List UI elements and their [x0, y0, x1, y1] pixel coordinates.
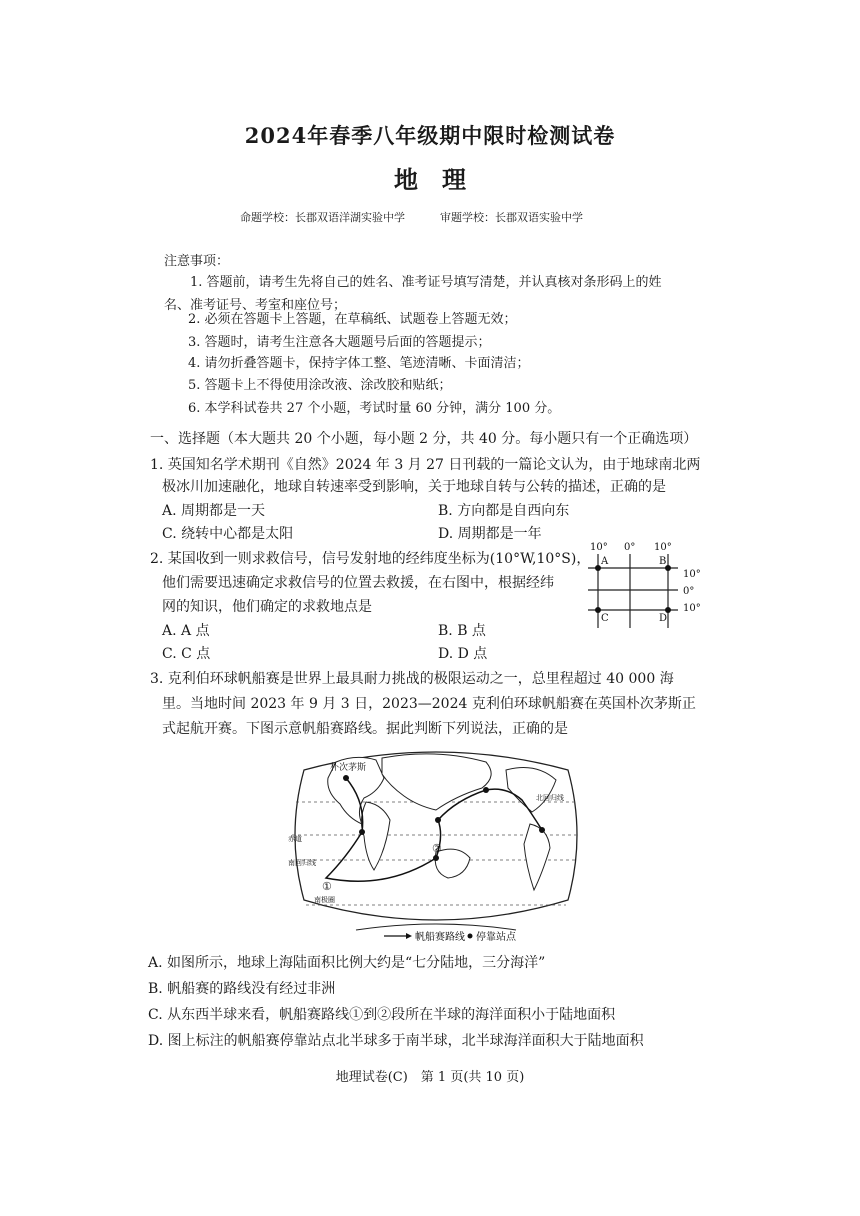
note-item: 5. 答题卡上不得使用涂改液、涂改胶和贴纸； [188, 378, 452, 393]
graticule-diagram [582, 540, 712, 630]
question-2-option-a: A. A 点 [162, 623, 210, 639]
question-3-option-a: A. 如图所示，地球上海陆面积比例大约是“七分陆地，三分海洋” [148, 955, 546, 971]
question-1-line: 极冰川加速融化，地球自转速率受到影响，关于地球自转与公转的描述，正确的是 [162, 479, 666, 495]
question-3-option-c: C. 从东西半球来看，帆船赛路线①到②段所在半球的海洋面积小于陆地面积 [148, 1007, 616, 1023]
legend-stop-label: 停靠站点 [476, 932, 516, 943]
portsmouth-label: 朴次茅斯 [330, 763, 367, 773]
note-item: 3. 答题时，请考生注意各大题题号后面的答题提示； [188, 335, 491, 350]
point-b-label: B [659, 556, 667, 567]
point-a-label: A [601, 556, 609, 567]
stop-point [483, 787, 489, 793]
question-2-line: 他们需要迅速确定求救信号的位置去救援，在右图中，根据经纬 [162, 575, 554, 591]
exam-subject: 地理 [394, 165, 490, 194]
question-3-line: 里。当地时间 2023 年 9 月 3 日，2023—2024 克利伯环球帆船赛在英国朴次茅斯正 [162, 696, 696, 712]
note-item: 2. 必须在答题卡上答题，在草稿纸、试题卷上答题无效； [188, 312, 517, 327]
question-2-line: 2. 某国收到一则求救信号，信号发射地的经纬度坐标为(10°W,10°S)， [150, 551, 591, 567]
world-route-map [286, 740, 586, 945]
question-3-line: 3. 克利伯环球帆船赛是世界上最具耐力挑战的极限运动之一，总里程超过 40 000 海 [150, 671, 674, 687]
legend-stop-dot [468, 934, 473, 939]
stop-point [539, 827, 545, 833]
point-c-label: C [601, 613, 609, 624]
question-2-line: 网的知识，他们确定的求救地点是 [162, 599, 372, 615]
section-heading: 一、选择题（本大题共 20 个小题，每小题 2 分，共 40 分。每小题只有一个正确选项） [150, 431, 698, 447]
question-1-line: 1. 英国知名学术期刊《自然》2024 年 3 月 27 日刊载的一篇论文认为，由于地球南北两 [150, 457, 701, 473]
note-item: 4. 请勿折叠答题卡，保持字体工整、笔迹清晰、卡面清洁； [188, 356, 530, 371]
question-1-option-c: C. 绕转中心都是太阳 [162, 526, 294, 542]
stop-point [343, 775, 349, 781]
question-1-option-d: D. 周期都是一年 [438, 526, 542, 542]
antarctic-circle-label: 南极圈 [314, 896, 335, 904]
question-2-option-b: B. B 点 [438, 623, 486, 639]
stop-point [435, 817, 441, 823]
tropic-south-label: 南回归线 [288, 859, 316, 867]
antarctica-shape [356, 924, 516, 930]
exam-title: 2024年春季八年级期中限时检测试卷 [244, 123, 616, 148]
equator-label: 赤道 [288, 835, 302, 843]
question-3-line: 式起航开赛。下图示意帆船赛路线。据此判断下列说法，正确的是 [162, 721, 568, 737]
stop-point [433, 855, 439, 861]
route-marker-2: ② [432, 842, 442, 855]
question-3-option-b: B. 帆船赛的路线没有经过非洲 [148, 981, 336, 997]
right-label: 10° [683, 603, 701, 614]
right-label: 10° [683, 569, 701, 580]
page-footer: 地理试卷(C) 第 1 页(共 10 页) [335, 1070, 525, 1085]
reviewer-school: 审题学校：长郡双语实验中学 [440, 211, 583, 224]
legend-route-arrow [406, 933, 412, 939]
right-label: 0° [683, 586, 695, 597]
stop-point [359, 829, 365, 835]
question-2-option-d: D. D 点 [438, 646, 488, 662]
question-1-option-b: B. 方向都是自西向东 [438, 503, 570, 519]
top-label: 10° [654, 542, 672, 553]
setter-school: 命题学校：长郡双语洋湖实验中学 [240, 211, 405, 224]
question-2-option-c: C. C 点 [162, 646, 211, 662]
note-item: 名、准考证号、考室和座位号； [164, 298, 347, 313]
legend-route-label: 帆船赛路线 [415, 932, 465, 943]
tropic-north-label: 北回归线 [536, 794, 564, 802]
question-3-option-d: D. 图上标注的帆船赛停靠站点北半球多于南半球，北半球海洋面积大于陆地面积 [148, 1033, 644, 1049]
route-marker-1: ① [322, 880, 332, 893]
top-label: 10° [590, 542, 608, 553]
question-1-option-a: A. 周期都是一天 [162, 503, 266, 519]
point-d-label: D [659, 613, 668, 624]
notes-heading: 注意事项： [164, 254, 230, 269]
note-item: 6. 本学科试卷共 27 个小题，考试时量 60 分钟，满分 100 分。 [188, 401, 561, 416]
note-item: 1. 答题前，请考生先将自己的姓名、准考证号填写清楚，并认真核对条形码上的姓 [190, 275, 662, 290]
top-label: 0° [624, 542, 636, 553]
